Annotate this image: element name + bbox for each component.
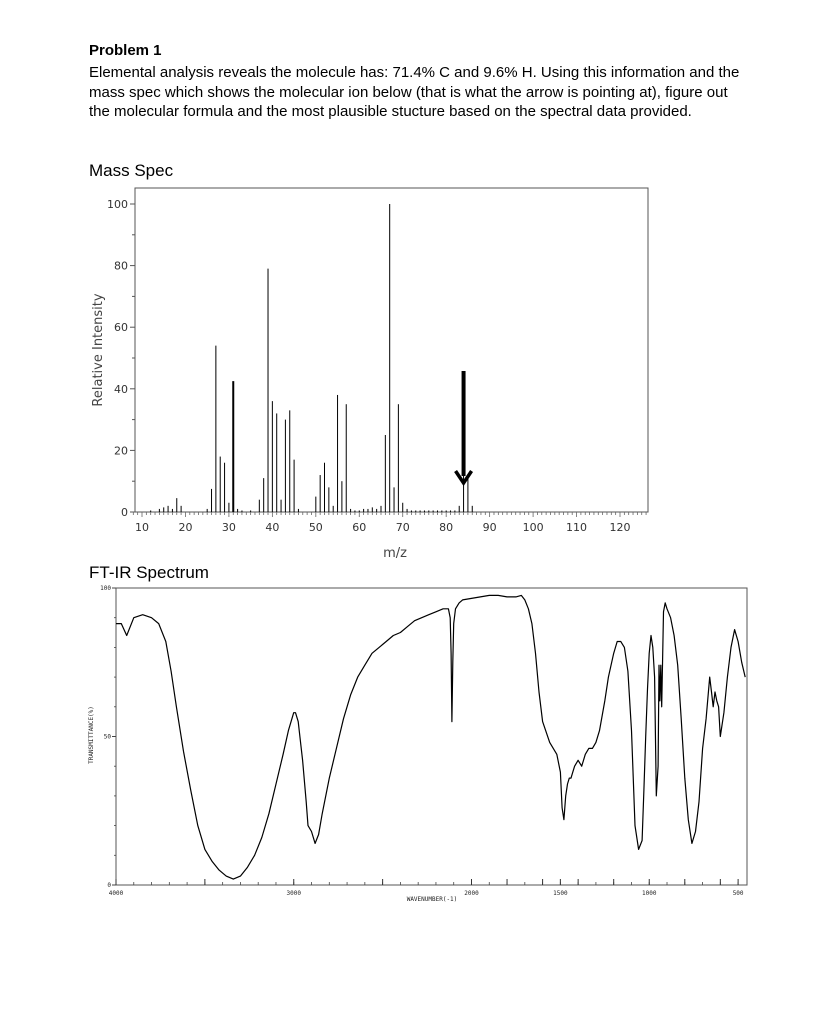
problem-text: Elemental analysis reveals the molecule has: 71.4% C and 9.6% H. Using this information and the mass spec which shows the molecular ion below (that is what the arrow is pointing at), figure out the molecular formula and the most plausible stucture based on the spectral data provided. [89, 64, 740, 120]
ms-x-tick-label: 20 [178, 521, 193, 534]
ms-x-tick-label: 70 [395, 521, 410, 534]
ir-x-tick-label: 2000 [464, 890, 479, 897]
ir-y-tick-label: 0 [107, 882, 111, 889]
ms-x-tick-label: 40 [265, 521, 280, 534]
problem-title: Problem 1 [89, 42, 162, 59]
ir-y-axis-title: TRANSMITTANCE(%) [88, 706, 95, 764]
ms-x-tick-label: 30 [221, 521, 236, 534]
ms-x-tick-label: 80 [439, 521, 454, 534]
ms-y-tick-label: 80 [114, 259, 128, 273]
ms-x-tick-label: 100 [522, 521, 544, 534]
ms-y-tick-label: 0 [121, 506, 128, 519]
ftir-heading: FT-IR Spectrum [89, 563, 209, 582]
ms-x-axis-title: m/z [383, 546, 407, 561]
ir-y-tick-label: 50 [103, 733, 111, 741]
ir-x-tick-label: 3000 [286, 890, 301, 897]
ms-y-tick-label: 20 [114, 444, 128, 458]
ms-x-tick-label: 50 [308, 521, 323, 534]
ir-x-tick-label: 4000 [108, 890, 124, 897]
ms-x-tick-label: 110 [566, 521, 588, 534]
ir-x-tick-label: 1500 [553, 890, 568, 897]
ms-x-tick-label: 10 [135, 521, 149, 534]
ms-y-tick-label: 100 [107, 198, 128, 211]
ms-x-tick-label: 120 [609, 521, 631, 534]
ir-x-tick-label: 500 [732, 890, 744, 897]
ms-y-tick-label: 40 [114, 382, 128, 396]
ir-series-line [116, 595, 745, 879]
ms-y-axis-title: Relative Intensity [91, 293, 106, 407]
ms-x-tick-label: 60 [352, 521, 367, 534]
ir-x-axis-title: WAVENUMBER(-1) [406, 896, 458, 903]
ir-y-tick-label: 100 [100, 585, 111, 592]
ir-x-tick-label: 1000 [642, 890, 657, 897]
ms-frame [135, 188, 648, 512]
ms-y-tick-label: 60 [114, 321, 128, 335]
ms-x-tick-label: 90 [482, 521, 497, 534]
mass-spec-heading: Mass Spec [89, 161, 174, 180]
ir-frame [116, 588, 747, 885]
